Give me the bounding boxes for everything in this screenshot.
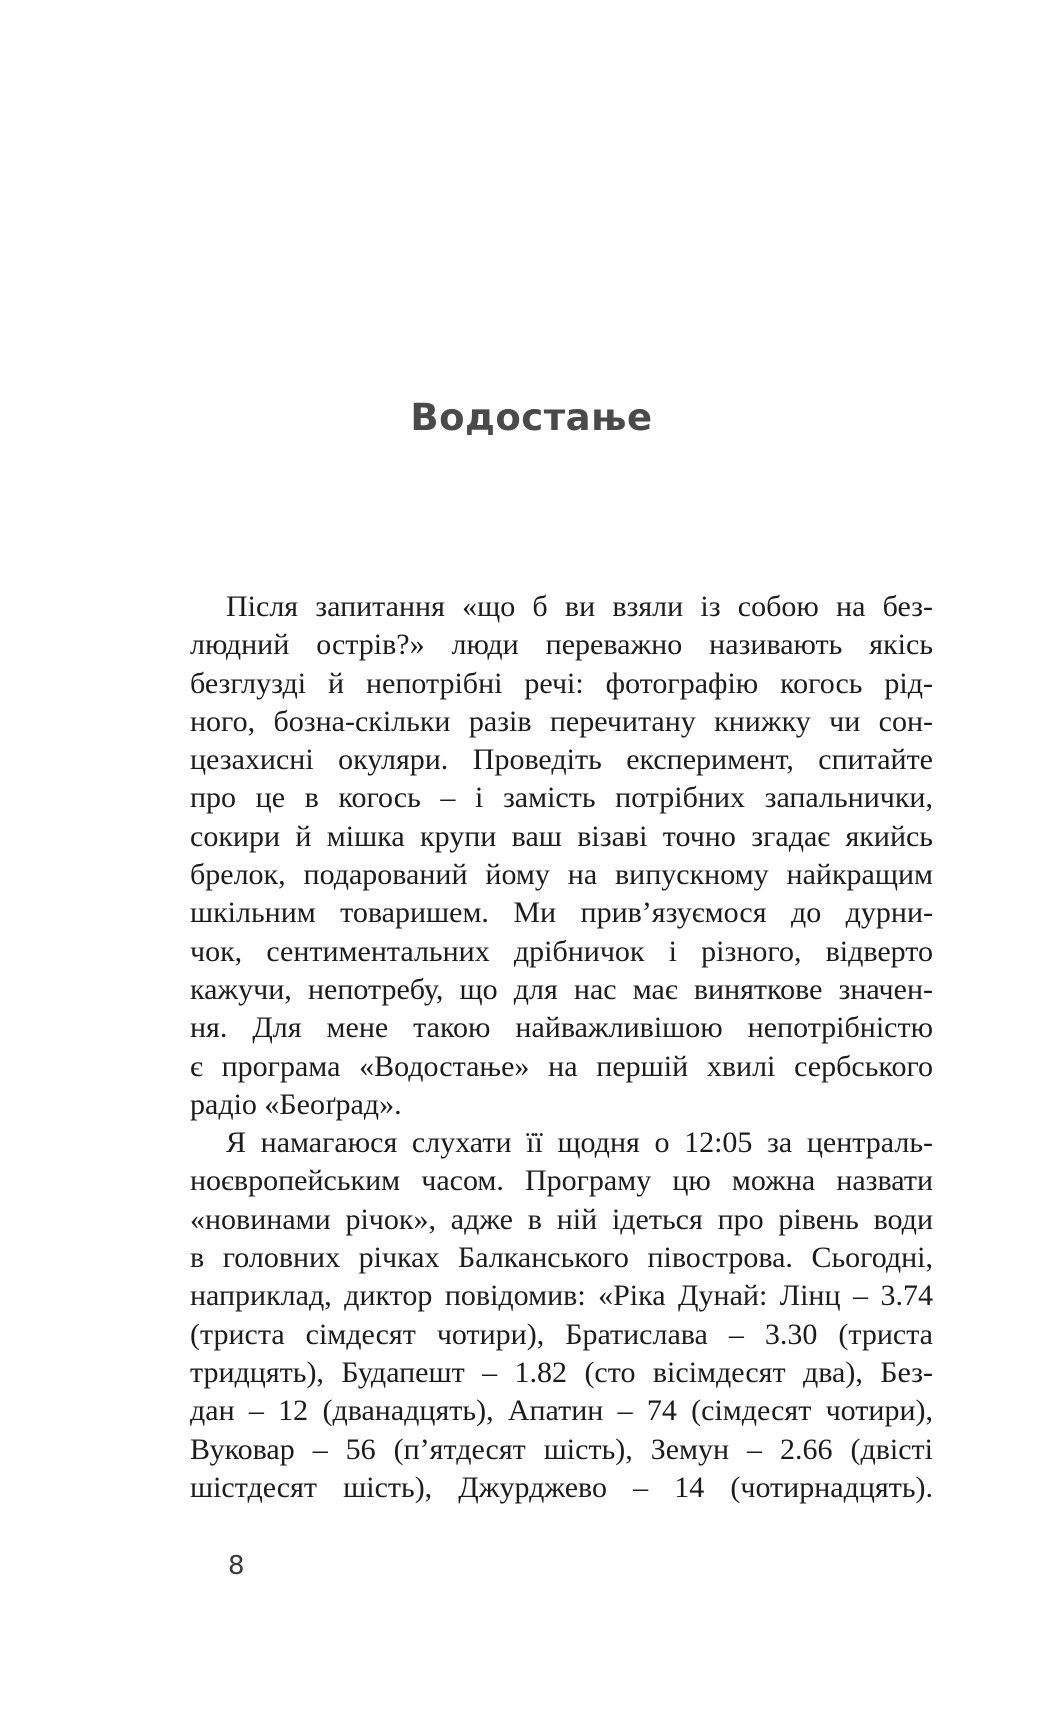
text-line: цезахисні окуляри. Проведіть експеримент, спитайте (190, 743, 933, 777)
text-line: ноєвропейським часом. Програму цю можна назвати (190, 1164, 933, 1198)
text-line: наприклад, диктор повідомив: «Ріка Дунай: Лінц – 3.74 (190, 1279, 933, 1313)
text-line: «новинами річок», адже в ній ідеться про рівень води (190, 1202, 933, 1236)
page-number: 8 (228, 1551, 245, 1581)
text-line: Вуковар – 56 (п’ятдесят шість), Земун – 2.66 (двісті (190, 1432, 933, 1466)
text-line: Я намагаюся слухати її щодня о 12:05 за централь- (226, 1126, 933, 1160)
text-line: людний острів?» люди переважно називають якісь (190, 628, 933, 662)
text-line: брелок, подарований йому на випускному найкращим (190, 858, 933, 892)
text-line: радіо «Беоґрад». (190, 1087, 402, 1121)
paragraph-1 (190, 588, 933, 1124)
text-line: сокири й мішка крупи ваш візаві точно згадає якийсь (190, 819, 933, 853)
text-line: безглузді й непотрібні речі: фотографію когось рід- (190, 666, 933, 700)
body-text (190, 588, 933, 1507)
text-line: Після запитання «що б ви взяли із собою на без- (226, 590, 933, 623)
text-line: ного, бозна-скільки разів перечитану книжку чи сон- (190, 704, 933, 738)
text-line: про це в когось – і замість потрібних запальнички, (190, 781, 933, 815)
text-line: ня. Для мене такою найважливішою непотрібністю (190, 1011, 933, 1045)
text-line: шкільним товаришем. Ми прив’язуємося до дурни- (190, 896, 933, 930)
text-line: дан – 12 (дванадцять), Апатин – 74 (сімдесят чотири), (190, 1394, 933, 1428)
text-line: є програма «Водостање» на першій хвилі сербського (190, 1049, 933, 1083)
paragraph-2 (190, 1124, 933, 1507)
text-line: чок, сентиментальних дрібничок і різного, відверто (190, 934, 933, 968)
text-line: шістдесят шість), Джурджево – 14 (чотирнадцять). (190, 1470, 933, 1504)
chapter-title: Водостање (410, 396, 653, 439)
text-line: кажучи, непотребу, що для нас має виняткове значен- (190, 972, 933, 1006)
text-line: тридцять), Будапешт – 1.82 (сто вісімдесят два), Без- (190, 1355, 933, 1389)
text-line: в головних річках Балканського півострова. Сьогодні, (190, 1241, 933, 1275)
text-line: (триста сімдесят чотири), Братислава – 3.30 (триста (190, 1317, 933, 1351)
